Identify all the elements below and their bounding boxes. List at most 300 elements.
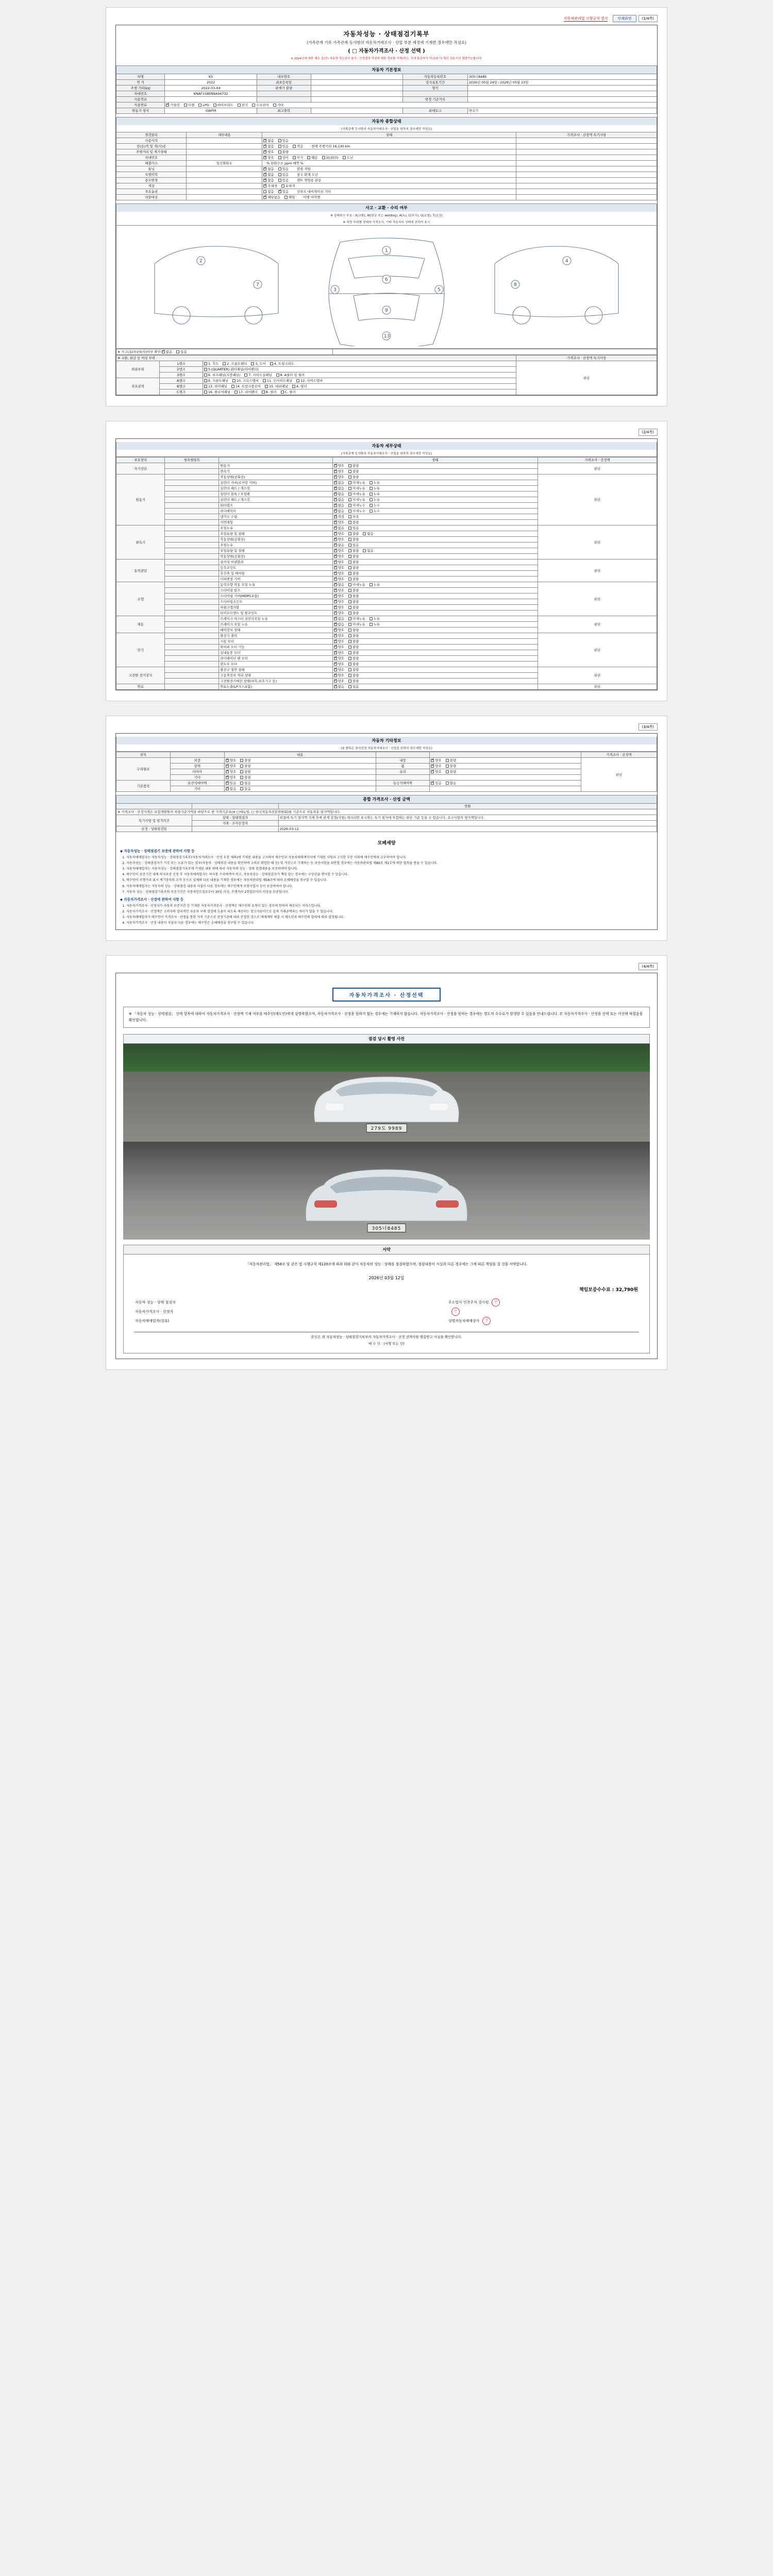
- checkbox-icon[interactable]: [278, 167, 281, 171]
- option-4[interactable]: [238, 103, 248, 107]
- checkbox-icon[interactable]: [348, 600, 351, 603]
- checkbox-icon[interactable]: [348, 651, 351, 654]
- condition-options[interactable]: [263, 178, 293, 182]
- car-damage-diagram[interactable]: [116, 226, 657, 349]
- extra-options-cell-2[interactable]: [430, 758, 581, 764]
- checkbox-icon[interactable]: [226, 776, 229, 779]
- checkbox-icon[interactable]: [334, 493, 337, 496]
- checkbox-icon[interactable]: [343, 156, 346, 159]
- checkbox-icon[interactable]: [240, 759, 243, 762]
- checkbox-icon[interactable]: [276, 374, 279, 377]
- option-1[interactable]: [281, 184, 295, 188]
- parts-options-cell[interactable]: [203, 372, 516, 378]
- option-1[interactable]: [348, 498, 365, 502]
- checkbox-icon[interactable]: [334, 600, 337, 603]
- detail-options[interactable]: [334, 554, 363, 558]
- option-1[interactable]: [348, 594, 359, 598]
- checkbox-icon[interactable]: [369, 583, 373, 586]
- option-1[interactable]: [278, 190, 289, 194]
- option-0[interactable]: [263, 167, 274, 171]
- detail-options[interactable]: [334, 509, 384, 513]
- option-0[interactable]: [334, 651, 344, 655]
- condition-options[interactable]: [263, 190, 293, 194]
- detail-options[interactable]: [334, 532, 378, 536]
- condition-options[interactable]: [263, 150, 293, 154]
- option-1[interactable]: [348, 622, 365, 626]
- checkbox-icon[interactable]: [446, 765, 449, 768]
- parts-options-cell[interactable]: [203, 384, 516, 389]
- checkbox-icon[interactable]: [446, 759, 449, 762]
- detail-options-cell[interactable]: [332, 492, 538, 497]
- checkbox-icon[interactable]: [348, 481, 351, 484]
- detail-options[interactable]: [334, 571, 363, 575]
- checkbox-icon[interactable]: [334, 623, 337, 626]
- checkbox-icon[interactable]: [240, 787, 243, 790]
- extra-options-2[interactable]: [431, 770, 460, 774]
- option-0[interactable]: [263, 195, 280, 199]
- checkbox-icon[interactable]: [226, 787, 229, 790]
- option-2[interactable]: [293, 156, 303, 160]
- option-3[interactable]: [307, 156, 317, 160]
- option-2[interactable]: [369, 583, 380, 587]
- option-1[interactable]: [348, 549, 359, 553]
- option-4[interactable]: [322, 156, 339, 160]
- detail-options[interactable]: [334, 526, 363, 530]
- option-0[interactable]: [431, 758, 441, 762]
- option-0[interactable]: [334, 554, 344, 558]
- option-1[interactable]: [446, 758, 456, 762]
- option-0[interactable]: [334, 498, 344, 502]
- extra-options-cell[interactable]: [224, 775, 376, 781]
- option-0[interactable]: [334, 600, 344, 604]
- detail-options-cell[interactable]: [332, 531, 538, 537]
- option-1[interactable]: [348, 492, 365, 496]
- option-6[interactable]: [273, 103, 283, 107]
- checkbox-icon[interactable]: [334, 640, 337, 643]
- option-1[interactable]: [223, 362, 247, 366]
- detail-options-cell[interactable]: [332, 554, 538, 560]
- option-1[interactable]: [278, 178, 289, 182]
- checkbox-icon[interactable]: [334, 589, 337, 592]
- option-0[interactable]: [263, 178, 274, 182]
- detail-options[interactable]: [334, 679, 363, 683]
- checkbox-icon[interactable]: [184, 104, 187, 107]
- option-2[interactable]: [262, 390, 277, 394]
- condition-options-cell[interactable]: [262, 161, 516, 166]
- option-2[interactable]: [265, 384, 288, 388]
- condition-options-cell[interactable]: [262, 172, 516, 178]
- checkbox-icon[interactable]: [348, 470, 351, 473]
- detail-options-cell[interactable]: [332, 509, 538, 514]
- detail-options[interactable]: [334, 577, 363, 581]
- option-0[interactable]: [226, 758, 236, 762]
- checkbox-icon[interactable]: [226, 759, 229, 762]
- checkbox-icon[interactable]: [334, 646, 337, 649]
- checkbox-icon[interactable]: [334, 527, 337, 530]
- option-0[interactable]: [334, 560, 344, 564]
- option-1[interactable]: [348, 520, 359, 524]
- detail-options[interactable]: [334, 656, 363, 660]
- checkbox-icon[interactable]: [369, 623, 373, 626]
- detail-options-cell[interactable]: [332, 565, 538, 571]
- checkbox-icon[interactable]: [348, 657, 351, 660]
- option-3[interactable]: [213, 103, 233, 107]
- detail-options[interactable]: [334, 639, 363, 643]
- option-1[interactable]: [348, 537, 359, 541]
- checkbox-icon[interactable]: [278, 150, 281, 154]
- checkbox-icon[interactable]: [348, 646, 351, 649]
- option-0[interactable]: [334, 656, 344, 660]
- checkbox-icon[interactable]: [348, 663, 351, 666]
- detail-options-cell[interactable]: [332, 480, 538, 486]
- option-1[interactable]: [348, 679, 359, 683]
- option-0[interactable]: [226, 781, 236, 785]
- option-5[interactable]: [343, 156, 353, 160]
- option-1[interactable]: [176, 350, 187, 354]
- checkbox-icon[interactable]: [431, 759, 434, 762]
- checkbox-icon[interactable]: [265, 385, 268, 388]
- detail-options[interactable]: [334, 605, 363, 609]
- detail-options-cell[interactable]: [332, 560, 538, 565]
- checkbox-icon[interactable]: [348, 504, 351, 507]
- parts-options[interactable]: [204, 362, 298, 366]
- checkbox-icon[interactable]: [348, 561, 351, 564]
- fuel-options[interactable]: [166, 103, 288, 107]
- condition-options-cell[interactable]: [262, 149, 516, 155]
- checkbox-icon[interactable]: [278, 190, 281, 193]
- option-0[interactable]: [334, 532, 344, 536]
- checkbox-icon[interactable]: [334, 532, 337, 535]
- parts-options[interactable]: [204, 390, 300, 394]
- detail-options[interactable]: [334, 611, 363, 615]
- checkbox-icon[interactable]: [278, 145, 281, 148]
- checkbox-icon[interactable]: [278, 173, 281, 176]
- option-1[interactable]: [240, 758, 250, 762]
- option-0[interactable]: [334, 481, 344, 485]
- option-1[interactable]: [348, 685, 359, 689]
- condition-options-cell[interactable]: [262, 178, 516, 183]
- option-0[interactable]: [334, 611, 344, 615]
- condition-options-cell[interactable]: [262, 189, 516, 195]
- option-0[interactable]: [263, 184, 277, 188]
- detail-options-cell[interactable]: [332, 639, 538, 645]
- detail-options[interactable]: [334, 543, 363, 547]
- extra-options-cell[interactable]: [224, 764, 376, 769]
- detail-options[interactable]: [334, 617, 384, 621]
- checkbox-icon[interactable]: [198, 104, 201, 107]
- option-2[interactable]: [293, 144, 303, 148]
- option-1[interactable]: [284, 195, 295, 199]
- option-2[interactable]: [369, 486, 380, 490]
- option-1[interactable]: [278, 156, 289, 160]
- checkbox-icon[interactable]: [231, 385, 234, 388]
- checkbox-icon[interactable]: [334, 544, 337, 547]
- parts-options-cell[interactable]: [203, 389, 516, 395]
- condition-options-cell[interactable]: [262, 144, 516, 149]
- checkbox-icon[interactable]: [263, 379, 266, 382]
- option-0[interactable]: [334, 639, 344, 643]
- option-0[interactable]: [334, 486, 344, 490]
- option-0[interactable]: [334, 537, 344, 541]
- extra-options-2[interactable]: [431, 758, 460, 762]
- checkbox-icon[interactable]: [240, 776, 243, 779]
- checkbox-icon[interactable]: [334, 668, 337, 671]
- detail-options-cell[interactable]: [332, 628, 538, 633]
- checkbox-icon[interactable]: [363, 532, 366, 535]
- checkbox-icon[interactable]: [348, 623, 351, 626]
- checkbox-icon[interactable]: [334, 561, 337, 564]
- option-1[interactable]: [348, 532, 359, 536]
- detail-options[interactable]: [334, 492, 384, 496]
- option-0[interactable]: [226, 770, 236, 774]
- option-1[interactable]: [348, 469, 359, 473]
- parts-options[interactable]: [204, 379, 327, 383]
- checkbox-icon[interactable]: [234, 391, 238, 394]
- option-0[interactable]: [204, 362, 219, 366]
- checkbox-icon[interactable]: [348, 617, 351, 620]
- parts-options-cell[interactable]: [203, 378, 516, 384]
- extra-options[interactable]: [226, 764, 255, 768]
- detail-options-cell[interactable]: [332, 503, 538, 509]
- checkbox-icon[interactable]: [226, 765, 229, 768]
- checkbox-icon[interactable]: [263, 145, 266, 148]
- option-0[interactable]: [334, 492, 344, 496]
- extra-options-cell-2[interactable]: [430, 775, 581, 781]
- option-2[interactable]: [263, 379, 292, 383]
- option-5[interactable]: [252, 103, 269, 107]
- checkbox-icon[interactable]: [293, 156, 296, 159]
- option-1[interactable]: [348, 645, 359, 649]
- option-1[interactable]: [278, 150, 289, 154]
- extra-options[interactable]: [226, 775, 255, 779]
- parts-options[interactable]: [204, 373, 309, 377]
- checkbox-icon[interactable]: [348, 487, 351, 490]
- option-0[interactable]: [431, 781, 441, 785]
- option-3[interactable]: [281, 390, 296, 394]
- checkbox-icon[interactable]: [334, 566, 337, 569]
- checkbox-icon[interactable]: [348, 583, 351, 586]
- option-1[interactable]: [446, 781, 456, 785]
- extra-options-cell-2[interactable]: [430, 764, 581, 769]
- detail-options-cell[interactable]: [332, 463, 538, 469]
- checkbox-icon[interactable]: [348, 555, 351, 558]
- option-1[interactable]: [348, 509, 365, 513]
- option-0[interactable]: [166, 103, 180, 107]
- detail-options-cell[interactable]: [332, 599, 538, 605]
- detail-options-cell[interactable]: [332, 577, 538, 582]
- detail-options[interactable]: [334, 685, 363, 689]
- checkbox-icon[interactable]: [369, 481, 373, 484]
- detail-options-cell[interactable]: [332, 474, 538, 480]
- checkbox-icon[interactable]: [334, 572, 337, 575]
- checkbox-icon[interactable]: [369, 493, 373, 496]
- option-0[interactable]: [334, 617, 344, 621]
- checkbox-icon[interactable]: [238, 104, 241, 107]
- option-1[interactable]: [348, 668, 359, 672]
- option-2[interactable]: [363, 532, 373, 536]
- checkbox-icon[interactable]: [204, 391, 207, 394]
- extra-options[interactable]: [226, 787, 255, 791]
- detail-options-cell[interactable]: [332, 667, 538, 673]
- checkbox-icon[interactable]: [334, 481, 337, 484]
- checkbox-icon[interactable]: [348, 527, 351, 530]
- option-1[interactable]: [278, 167, 289, 171]
- checkbox-icon[interactable]: [334, 538, 337, 541]
- checkbox-icon[interactable]: [281, 184, 284, 188]
- extra-options-cell[interactable]: [224, 786, 376, 792]
- checkbox-icon[interactable]: [369, 498, 373, 501]
- option-0[interactable]: [226, 775, 236, 779]
- condition-options-cell[interactable]: [262, 195, 516, 200]
- checkbox-icon[interactable]: [334, 470, 337, 473]
- option-2[interactable]: [251, 362, 265, 366]
- checkbox-icon[interactable]: [348, 606, 351, 609]
- option-1[interactable]: [348, 526, 359, 530]
- condition-options-cell[interactable]: [262, 138, 516, 144]
- checkbox-icon[interactable]: [348, 578, 351, 581]
- option-0[interactable]: [334, 577, 344, 581]
- detail-options[interactable]: [334, 486, 384, 490]
- detail-options[interactable]: [334, 600, 363, 604]
- parts-options[interactable]: [204, 367, 263, 371]
- option-1[interactable]: [348, 515, 359, 519]
- checkbox-icon[interactable]: [348, 476, 351, 479]
- checkbox-icon[interactable]: [348, 589, 351, 592]
- detail-options-cell[interactable]: [332, 611, 538, 616]
- option-0[interactable]: [334, 594, 344, 598]
- option-2[interactable]: [369, 503, 380, 507]
- option-0[interactable]: [334, 464, 344, 468]
- accident-options[interactable]: [162, 350, 191, 354]
- condition-options-cell[interactable]: [262, 155, 516, 161]
- option-1[interactable]: [348, 628, 359, 632]
- checkbox-icon[interactable]: [348, 532, 351, 535]
- option-0[interactable]: [263, 139, 274, 143]
- extra-options-2[interactable]: [431, 781, 460, 785]
- checkbox-icon[interactable]: [446, 782, 449, 785]
- detail-options-cell[interactable]: [332, 650, 538, 656]
- option-0[interactable]: [334, 628, 344, 632]
- option-1[interactable]: [244, 373, 272, 377]
- option-1[interactable]: [446, 764, 456, 768]
- condition-options-cell[interactable]: [262, 183, 516, 189]
- checkbox-icon[interactable]: [334, 617, 337, 620]
- checkbox-icon[interactable]: [334, 476, 337, 479]
- checkbox-icon[interactable]: [213, 104, 216, 107]
- detail-options-cell[interactable]: [332, 633, 538, 639]
- detail-options-cell[interactable]: [332, 656, 538, 662]
- detail-options-cell[interactable]: [332, 548, 538, 554]
- option-2[interactable]: [369, 617, 380, 621]
- checkbox-icon[interactable]: [348, 521, 351, 524]
- checkbox-icon[interactable]: [348, 493, 351, 496]
- option-0[interactable]: [334, 588, 344, 592]
- checkbox-icon[interactable]: [334, 555, 337, 558]
- checkbox-icon[interactable]: [278, 179, 281, 182]
- checkbox-icon[interactable]: [281, 391, 284, 394]
- condition-options[interactable]: [263, 144, 307, 148]
- checkbox-icon[interactable]: [240, 770, 243, 773]
- option-1[interactable]: [348, 611, 359, 615]
- detail-options[interactable]: [334, 651, 363, 655]
- option-0[interactable]: [431, 770, 441, 774]
- checkbox-icon[interactable]: [322, 156, 325, 159]
- option-1[interactable]: [232, 379, 259, 383]
- detail-options-cell[interactable]: [332, 605, 538, 611]
- checkbox-icon[interactable]: [334, 606, 337, 609]
- checkbox-icon[interactable]: [334, 578, 337, 581]
- parts-options[interactable]: [204, 384, 311, 388]
- parts-options-cell[interactable]: [203, 361, 516, 367]
- option-2[interactable]: [276, 373, 305, 377]
- checkbox-icon[interactable]: [263, 196, 266, 199]
- checkbox-icon[interactable]: [348, 566, 351, 569]
- option-1[interactable]: [348, 571, 359, 575]
- checkbox-icon[interactable]: [252, 104, 255, 107]
- option-3[interactable]: [296, 379, 323, 383]
- option-0[interactable]: [334, 605, 344, 609]
- option-0[interactable]: [334, 645, 344, 649]
- checkbox-icon[interactable]: [348, 572, 351, 575]
- detail-options[interactable]: [334, 668, 363, 672]
- checkbox-icon[interactable]: [278, 156, 281, 159]
- option-1[interactable]: [348, 600, 359, 604]
- detail-options-cell[interactable]: [332, 645, 538, 650]
- option-1[interactable]: [348, 583, 365, 587]
- option-0[interactable]: [334, 583, 344, 587]
- detail-options-cell[interactable]: [332, 594, 538, 599]
- checkbox-icon[interactable]: [334, 595, 337, 598]
- checkbox-icon[interactable]: [263, 173, 266, 176]
- extra-options[interactable]: [226, 770, 255, 774]
- detail-options[interactable]: [334, 628, 363, 632]
- option-1[interactable]: [348, 486, 365, 490]
- option-0[interactable]: [334, 634, 344, 638]
- checkbox-icon[interactable]: [263, 167, 266, 171]
- checkbox-icon[interactable]: [263, 190, 266, 193]
- option-0[interactable]: [204, 384, 227, 388]
- option-1[interactable]: [278, 139, 289, 143]
- checkbox-icon[interactable]: [348, 464, 351, 467]
- checkbox-icon[interactable]: [273, 104, 276, 107]
- checkbox-icon[interactable]: [348, 498, 351, 501]
- option-0[interactable]: [263, 150, 274, 154]
- option-0[interactable]: [162, 350, 172, 354]
- checkbox-icon[interactable]: [284, 196, 288, 199]
- checkbox-icon[interactable]: [348, 510, 351, 513]
- extra-options-cell[interactable]: [224, 769, 376, 775]
- option-0[interactable]: [334, 673, 344, 677]
- checkbox-icon[interactable]: [263, 179, 266, 182]
- condition-options[interactable]: [263, 173, 293, 177]
- option-1[interactable]: [446, 770, 456, 774]
- detail-options-cell[interactable]: [332, 514, 538, 520]
- checkbox-icon[interactable]: [270, 362, 273, 365]
- option-0[interactable]: [263, 144, 274, 148]
- checkbox-icon[interactable]: [334, 464, 337, 467]
- detail-options-cell[interactable]: [332, 543, 538, 548]
- option-1[interactable]: [348, 503, 365, 507]
- option-2[interactable]: [369, 492, 380, 496]
- detail-options[interactable]: [334, 560, 363, 564]
- checkbox-icon[interactable]: [334, 521, 337, 524]
- detail-options[interactable]: [334, 481, 384, 485]
- option-0[interactable]: [431, 764, 441, 768]
- checkbox-icon[interactable]: [293, 145, 296, 148]
- option-0[interactable]: [263, 156, 274, 160]
- checkbox-icon[interactable]: [263, 156, 266, 159]
- option-0[interactable]: [334, 662, 344, 666]
